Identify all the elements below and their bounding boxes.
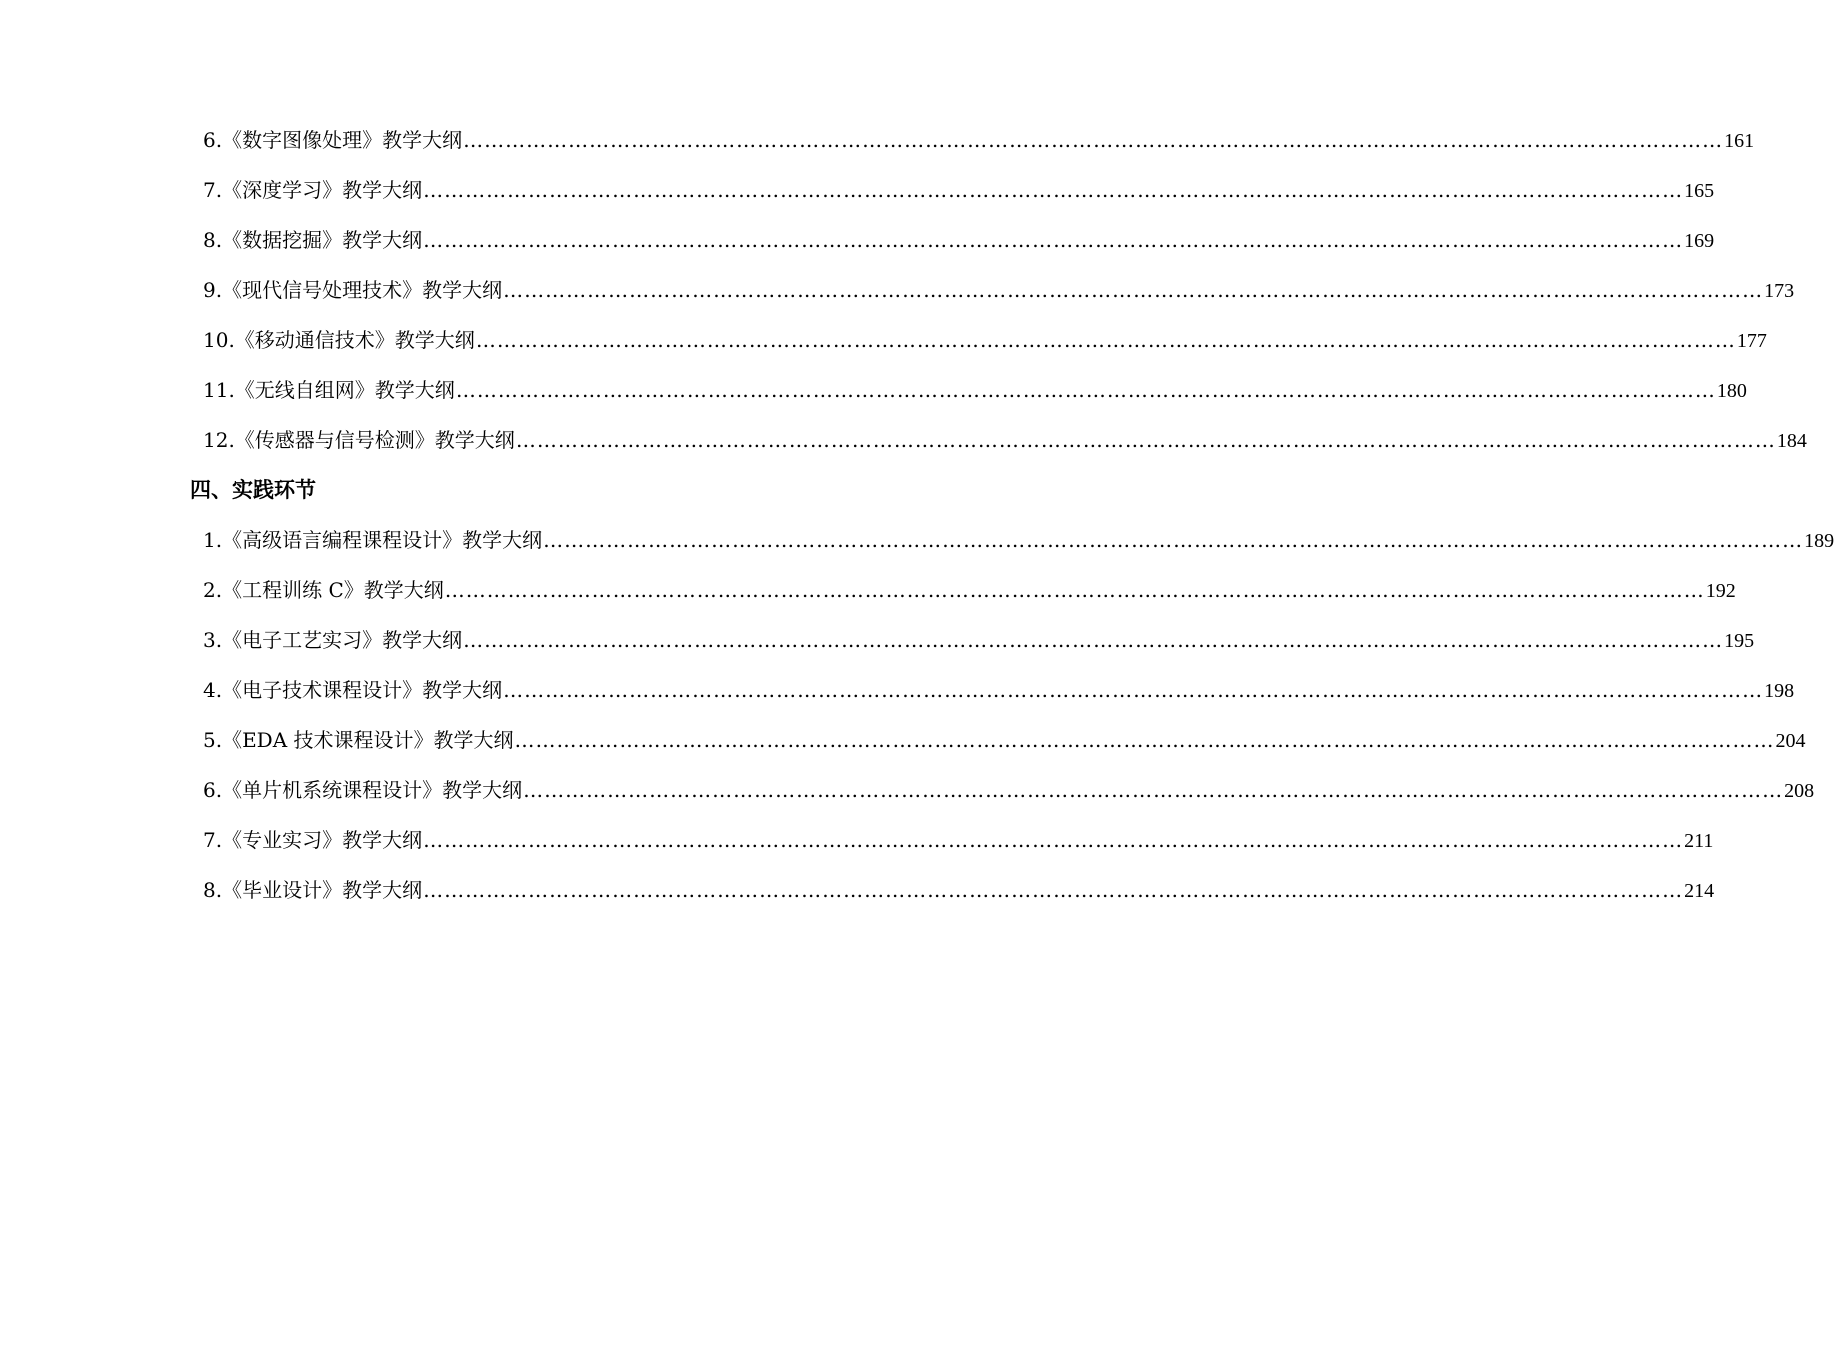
toc-leader-dots: ……………………………………………………………………………………………………………………………………………………………… (423, 878, 1684, 902)
toc-entry-page: 214 (1684, 880, 1715, 902)
toc-entry[interactable] (203, 825, 1714, 855)
toc-entry-title: 7.《专业实习》教学大纲 (203, 828, 423, 852)
toc-leader-dots: ……………………………………………………………………………………………………………………………………………………………… (514, 728, 1775, 752)
toc-entry[interactable] (203, 425, 1807, 455)
toc-entry[interactable] (203, 375, 1747, 405)
toc-entry-title: 6.《单片机系统课程设计》教学大纲 (203, 778, 523, 802)
toc-leader-dots: ……………………………………………………………………………………………………………………………………………………………… (463, 628, 1724, 652)
toc-entry[interactable] (203, 525, 1834, 555)
toc-entry-title: 4.《电子技术课程设计》教学大纲 (203, 678, 503, 702)
toc-leader-dots: ……………………………………………………………………………………………………………………………………………………………… (423, 178, 1684, 202)
toc-entry[interactable] (203, 225, 1715, 255)
toc-entry-page: 189 (1804, 530, 1834, 552)
toc-leader-dots: ……………………………………………………………………………………………………………………………………………………………… (423, 228, 1684, 252)
toc-leader-dots: ……………………………………………………………………………………………………………………………………………………………… (503, 278, 1764, 302)
toc-entry[interactable] (203, 125, 1755, 155)
toc-entry[interactable] (203, 275, 1795, 305)
toc-entry-title: 12.《传感器与信号检测》教学大纲 (203, 428, 515, 452)
toc-entry-page: 198 (1764, 680, 1795, 702)
toc-entry-title: 6.《数字图像处理》教学大纲 (203, 128, 463, 152)
toc-entry-page: 184 (1776, 430, 1807, 452)
toc-entry-title: 8.《毕业设计》教学大纲 (203, 878, 423, 902)
toc-entry[interactable] (203, 175, 1715, 205)
toc-entry-page: 169 (1684, 230, 1715, 252)
toc-entry-title: 2.《工程训练 C》教学大纲 (203, 578, 444, 602)
toc-leader-dots: ……………………………………………………………………………………………………………………………………………………………… (475, 328, 1736, 352)
section-heading: 四、实践环节 (190, 478, 316, 502)
toc-leader-dots: ……………………………………………………………………………………………………………………………………………………………… (523, 778, 1784, 802)
toc-entry-title: 7.《深度学习》教学大纲 (203, 178, 423, 202)
toc-entry-page: 208 (1784, 780, 1815, 802)
toc-entry-page: 211 (1684, 830, 1714, 852)
toc-entry[interactable] (203, 725, 1806, 755)
toc-entry-page: 180 (1716, 380, 1747, 402)
toc-leader-dots: ……………………………………………………………………………………………………………………………………………………………… (455, 378, 1716, 402)
toc-entry-page: 204 (1775, 730, 1806, 752)
toc-entry-page: 173 (1764, 280, 1795, 302)
toc-entry[interactable] (203, 875, 1715, 905)
toc-leader-dots: ……………………………………………………………………………………………………………………………………………………………… (423, 828, 1684, 852)
toc-entry-title: 8.《数据挖掘》教学大纲 (203, 228, 423, 252)
toc-entry-page: 165 (1684, 180, 1715, 202)
toc-entry[interactable] (203, 325, 1767, 355)
toc-entry-title: 11.《无线自组网》教学大纲 (203, 378, 455, 402)
toc-entry-page: 161 (1724, 130, 1755, 152)
toc-leader-dots: ……………………………………………………………………………………………………………………………………………………………… (515, 428, 1776, 452)
toc-entry-page: 192 (1705, 580, 1736, 602)
toc-leader-dots: ……………………………………………………………………………………………………………………………………………………………… (503, 678, 1764, 702)
toc-entry-title: 9.《现代信号处理技术》教学大纲 (203, 278, 503, 302)
toc-leader-dots: ……………………………………………………………………………………………………………………………………………………………… (444, 578, 1705, 602)
toc-entry-title: 1.《高级语言编程课程设计》教学大纲 (203, 528, 543, 552)
toc-leader-dots: ……………………………………………………………………………………………………………………………………………………………… (543, 528, 1804, 552)
toc-entry-page: 177 (1736, 330, 1767, 352)
toc-leader-dots: ……………………………………………………………………………………………………………………………………………………………… (463, 128, 1724, 152)
toc-entry[interactable] (203, 775, 1815, 805)
toc-entry[interactable] (203, 675, 1795, 705)
toc-entry-title: 10.《移动通信技术》教学大纲 (203, 328, 475, 352)
toc-entry-title: 3.《电子工艺实习》教学大纲 (203, 628, 463, 652)
toc-entry-page: 195 (1724, 630, 1755, 652)
toc-entry[interactable] (203, 625, 1755, 655)
toc-entry-title: 5.《EDA 技术课程设计》教学大纲 (203, 728, 514, 752)
toc-entry[interactable] (203, 575, 1736, 605)
